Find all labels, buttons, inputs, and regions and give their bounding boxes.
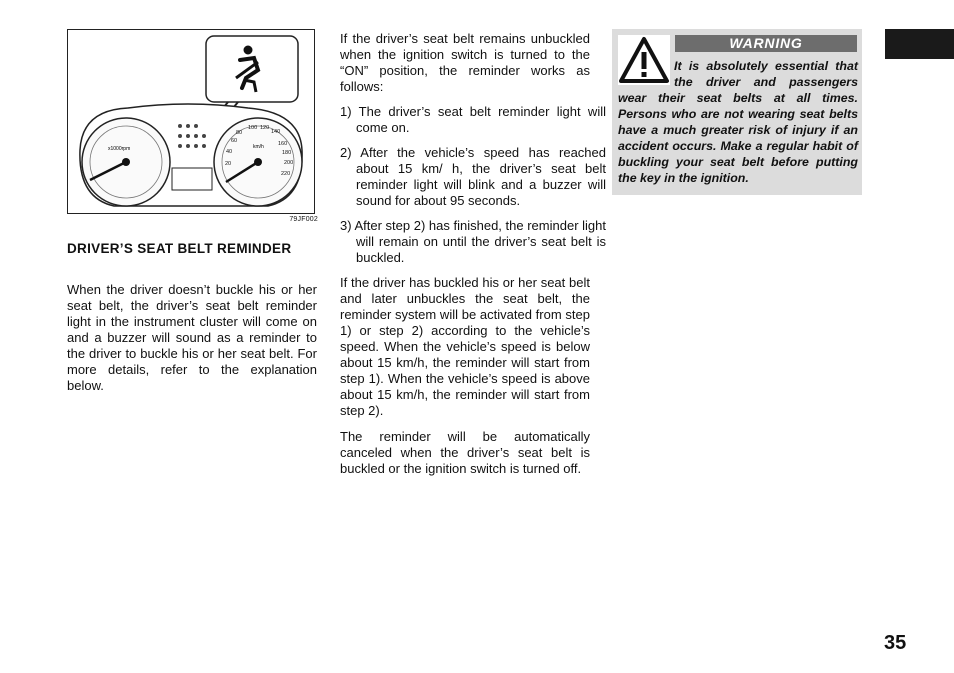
- page-number: 35: [884, 632, 907, 654]
- center-display: [172, 168, 212, 190]
- step-1: 1) The driver’s seat belt reminder light will come on.: [340, 104, 606, 135]
- svg-text:100: 100: [248, 125, 258, 131]
- warning-text: It is absolutely essential that the driver and passengers wear their seat belts at all times. Persons who are not wearing seat belts have a much greater risk of injury if an accident occurs. Make a regular habit of buckling your seat belt before putting the key in the ignition.: [618, 59, 858, 185]
- svg-text:20: 20: [225, 161, 232, 167]
- warning-title: WARNING: [675, 35, 857, 52]
- svg-text:km/h: km/h: [253, 144, 264, 150]
- svg-text:180: 180: [282, 150, 292, 156]
- icon-spacer: [618, 58, 674, 88]
- intro-paragraph: When the driver doesn’t buckle his or her seat belt, the driver’s seat belt reminder light in the instrument cluster will come on and a buzzer will sound as a reminder to the driver to buckle his or her seat belt. For more details, refer to the explanation below.: [67, 282, 317, 393]
- section-heading: DRIVER’S SEAT BELT REMINDER: [67, 241, 292, 256]
- svg-text:220: 220: [281, 171, 291, 177]
- svg-text:60: 60: [231, 138, 238, 144]
- callout-box: [206, 36, 298, 102]
- svg-text:120: 120: [260, 125, 270, 131]
- instrument-cluster-figure: [67, 29, 315, 214]
- warning-text-block: [618, 58, 858, 186]
- step-2: 2) After the vehicle’s speed has reached about 15 km/ h, the driver’s seat belt reminder light will blink and a buzzer will sound for about 95 seconds.: [340, 145, 606, 208]
- svg-text:160: 160: [278, 141, 288, 147]
- instrument-cluster-illustration: [68, 30, 314, 213]
- section-tab: [885, 29, 954, 59]
- warning-box: [612, 29, 862, 195]
- cancel-paragraph: The reminder will be automatically canceled when the driver’s seat belt is buckled or the ignition switch is turned off.: [340, 429, 590, 476]
- svg-text:200: 200: [284, 160, 294, 166]
- svg-text:40: 40: [226, 149, 233, 155]
- figure-code: 79JF002: [289, 216, 318, 223]
- svg-text:80: 80: [236, 130, 243, 136]
- svg-text:140: 140: [271, 129, 281, 135]
- unbuckle-paragraph: If the driver has buckled his or her seat belt and later unbuckles the seat belt, the reminder system will be activated from step 1) or step 2) according to the vehicle’s speed. When the vehicle’s speed is below about 15 km/h, the reminder will start from step 1). When the vehicle’s speed is above about 15 km/h, the reminder will start from step 2).: [340, 275, 590, 418]
- svg-text:x1000rpm: x1000rpm: [108, 146, 131, 152]
- reminder-intro: If the driver’s seat belt remains unbuckled when the ignition switch is turned to the “ON” position, the reminder works as follows:: [340, 31, 590, 94]
- step-3: 3) After step 2) has finished, the reminder light will remain on until the driver’s seat belt is buckled.: [340, 218, 606, 265]
